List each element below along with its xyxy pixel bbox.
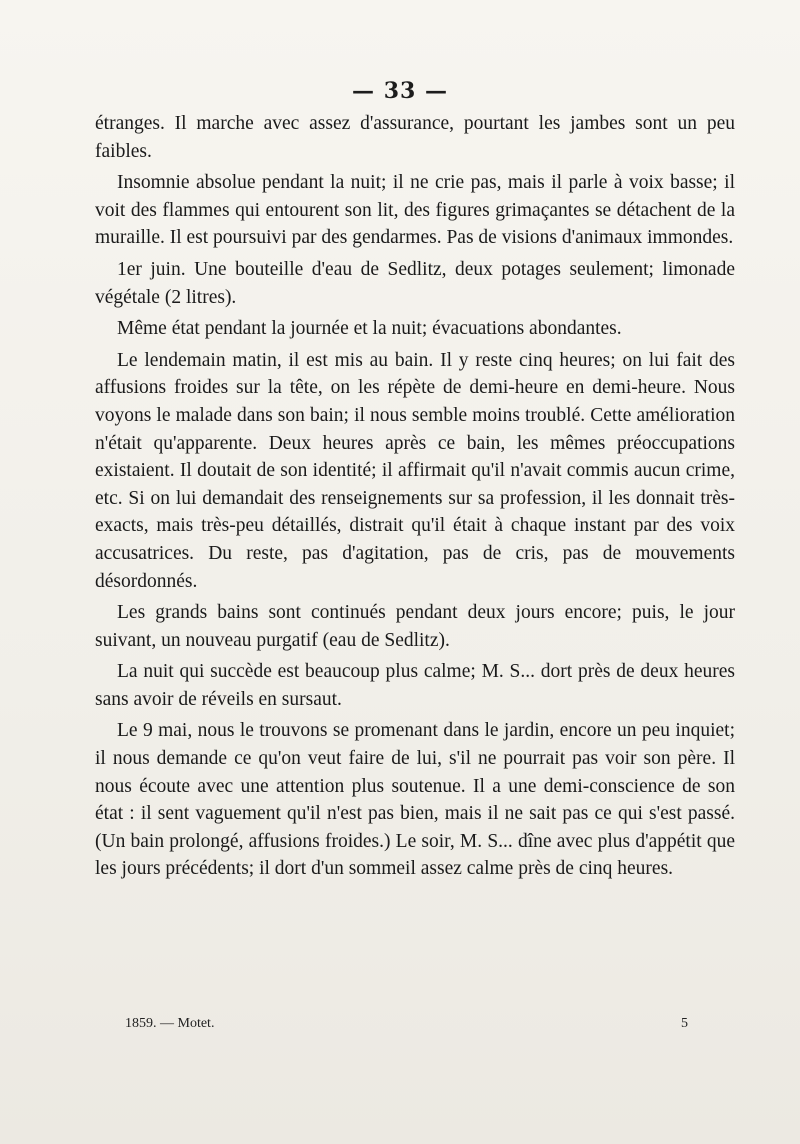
paragraph-6: Les grands bains sont continués pendant deux jours encore; puis, le jour suivant, un nouveau purgatif (eau de Sedlitz). <box>95 602 735 651</box>
paragraph-5: Le lendemain matin, il est mis au bain. Il y reste cinq heures; on lui fait des affusions froides sur la tête, on les répète de demi-heure en demi-heure. Nous voyons le malade dans son bain; il nous semble moins troublé. Cette amélioration n'était qu'apparente. Deux heures après ce bain, les mêmes préoccupations existaient. Il doutait de son identité; il affirmait qu'il n'avait commis aucun crime, etc. Si on lui demandait des renseignements sur sa profession, il les donnait très-exacts, mais très-peu détaillés, distrait qu'il était à chaque instant par des voix accusatrices. Du reste, pas d'agitation, pas de cris, pas de mouvements désordonnés. <box>95 349 735 592</box>
paragraph-7: La nuit qui succède est beaucoup plus calme; M. S... dort près de deux heures sans avoir de réveils en sursaut. <box>95 661 735 710</box>
footer-sheet-number: 5 <box>681 1016 688 1031</box>
paragraph-4: Même état pendant la journée et la nuit; évacuations abondantes. <box>117 318 622 340</box>
paragraph-1: étranges. Il marche avec assez d'assurance, pourtant les jambes sont un peu faibles. <box>95 113 735 162</box>
page-footer <box>125 1016 688 1032</box>
paragraph-8: Le 9 mai, nous le trouvons se promenant dans le jardin, encore un peu inquiet; il nous demande ce qu'on veut faire de lui, s'il ne pourrait pas voir son père. Il nous écoute avec une attention plus soutenue. Il a une demi-conscience de son état : il sent vaguement qu'il n'est pas bien, mais il ne sait pas ce qui s'est passé. (Un bain prolongé, affusions froides.) Le soir, M. S... dîne avec plus d'appétit que les jours précédents; il dort d'un sommeil assez calme près de cinq heures. <box>95 720 735 880</box>
page-number: — 33 — <box>352 78 448 104</box>
footer-signature: 1859. — Motet. <box>125 1016 215 1031</box>
paragraph-3: 1er juin. Une bouteille d'eau de Sedlitz, deux potages seulement; limonade végétale (2 litres). <box>95 258 735 308</box>
body-text <box>95 110 735 887</box>
paragraph-2: Insomnie absolue pendant la nuit; il ne crie pas, mais il parle à voix basse; il voit des flammes qui entourent son lit, des figures grimaçantes se détachent de la muraille. Il est poursuivi par des gendarmes. Pas de visions d'animaux immondes. <box>95 172 735 249</box>
